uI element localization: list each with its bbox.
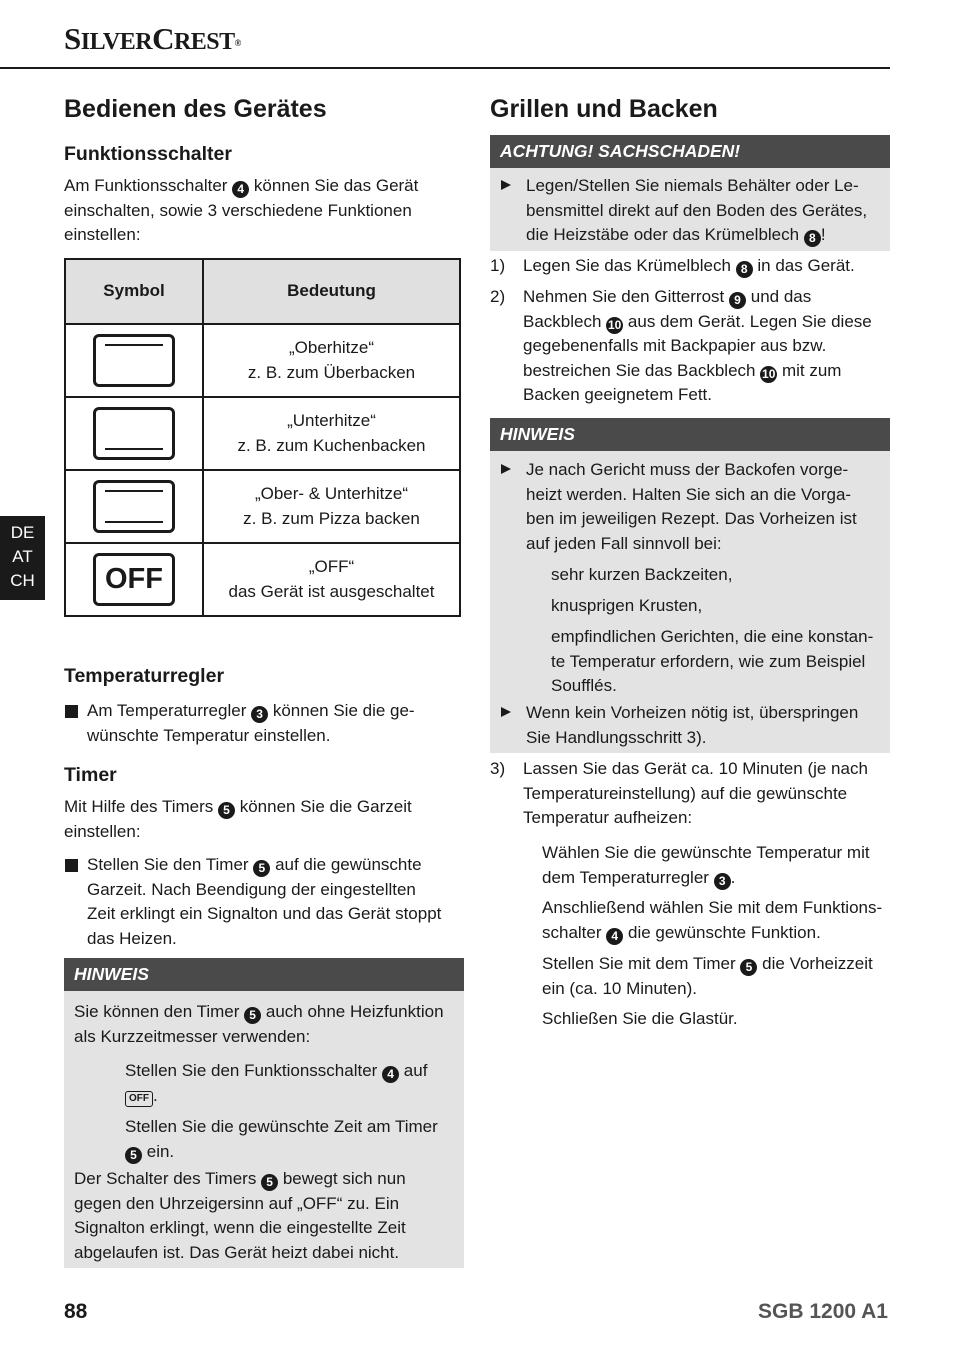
arrow-bullet-icon [501,707,511,717]
arrow-bullet-icon [501,180,511,190]
hinweis-right-item: sehr kurzen Backzeiten, [551,565,733,584]
temperaturregler-text: Am Temperaturregler 3 können Sie die ge- wünschte Temperatur einstellen. [87,701,415,745]
language-tab: DE AT CH [0,516,45,600]
table-row: „Ober- & Unterhitze“ z. B. zum Pizza backen [66,469,459,542]
table-header-bedeutung: Bedeutung [287,281,376,301]
step-number: 3) [490,759,506,778]
heading-timer: Timer [64,764,117,786]
achtung-text: Legen/Stellen Sie niemals Behälter oder Le- bensmittel direkt auf den Boden des Gerätes, die Heizstäbe oder das Krümelblech 8 ! [526,176,868,245]
off-icon: OFF [93,553,175,606]
table-header-symbol: Symbol [66,260,204,323]
step-number: 1) [490,256,506,275]
header-rule [0,67,890,69]
bottom-heat-icon [93,407,175,460]
hinweis-right-item: knusprigen Krusten, [551,596,703,615]
brand-logo: SILVERCREST® [64,21,241,56]
page-number: 88 [64,1300,88,1323]
section-title-grillen: Grillen und Backen [490,95,718,123]
timer-bullet-text: Stellen Sie den Timer 5 auf die gewünschte Garzeit. Nach Beendigung der eingestellten Zeit erklingt ein Signalton und das Gerät stoppt das Heizen. [87,855,442,948]
substep-text: Anschließend wählen Sie mit dem Funktions- schalter 4 die gewünschte Funktion. [542,898,883,943]
achtung-header: ACHTUNG! SACHSCHADEN! [490,135,890,168]
funktionsschalter-text: Am Funktionsschalter 4 können Sie das Gerät einschalten, sowie 3 verschiedene Funktionen einstellen: [64,176,419,244]
heading-funktionsschalter: Funktionsschalter [64,143,232,165]
timer-text: Mit Hilfe des Timers 5 können Sie die Garzeit einstellen: [64,797,412,841]
part-number-badge: 4 [232,181,249,198]
top-bottom-heat-icon [93,480,175,533]
substep-text: Schließen Sie die Glastür. [542,1009,738,1028]
step-1-text: Legen Sie das Krümelblech 8 in das Gerät. [523,256,855,276]
model-number: SGB 1200 A1 [758,1300,888,1323]
hinweis-left-outro: Der Schalter des Timers 5 bewegt sich nun gegen den Uhrzeigersinn auf „OFF“ zu. Ein Signalton erklingt, wenn die eingestellte Zeit abgelaufen ist. Das Gerät heizt dabei nicht. [74,1169,406,1262]
table-row: „Unterhitze“ z. B. zum Kuchenbacken [66,396,459,469]
square-bullet-icon [65,859,78,872]
heading-temperaturregler: Temperaturregler [64,665,225,687]
substep-text: Wählen Sie die gewünschte Temperatur mit dem Temperaturregler 3 . [542,843,870,888]
hinweis-header-left: HINWEIS [64,958,464,991]
off-badge-icon: OFF [125,1091,153,1107]
table-row: OFF „OFF“ das Gerät ist ausgeschaltet [66,542,459,615]
table-header-row [66,260,459,323]
hinweis-left-step1: Stellen Sie den Funktionsschalter 4 auf OFF . [125,1061,428,1105]
top-heat-icon [93,334,175,387]
step-number: 2) [490,287,506,306]
step-2-text: Nehmen Sie den Gitterrost 9 und das Backblech 10 aus dem Gerät. Legen Sie diese gegebenenfalls mit Backpapier aus bzw. bestreichen Sie das Backblech 10 mit zum Backen geeignetem Fett. [523,287,872,404]
hinweis-right-outro: Wenn kein Vorheizen nötig ist, überspringen Sie Handlungsschritt 3). [526,703,859,747]
hinweis-left-intro: Sie können den Timer 5 auch ohne Heizfunktion als Kurzzeitmesser verwenden: [74,1002,444,1046]
hinweis-right-item: empfindlichen Gerichten, die eine konstan- te Temperatur erfordern, wie zum Beispiel Soufflés. [551,627,874,695]
section-title-bedienen: Bedienen des Gerätes [64,95,327,123]
hinweis-left-step2: Stellen Sie die gewünschte Zeit am Timer 5 ein. [125,1117,438,1162]
hinweis-header-right: HINWEIS [490,418,890,451]
function-table [64,258,461,617]
table-row: „Oberhitze“ z. B. zum Überbacken [66,323,459,396]
substep-text: Stellen Sie mit dem Timer 5 die Vorheizzeit ein (ca. 10 Minuten). [542,954,873,998]
hinweis-right-intro: Je nach Gericht muss der Backofen vorge- heizt werden. Halten Sie sich an die Vorga- ben im jeweiligen Rezept. Das Vorheizen ist auf jeden Fall sinnvoll bei: [526,460,857,553]
square-bullet-icon [65,705,78,718]
arrow-bullet-icon [501,464,511,474]
step-3-text: Lassen Sie das Gerät ca. 10 Minuten (je nach Temperatureinstellung) auf die gewünschte Temperatur aufheizen: [523,759,868,827]
